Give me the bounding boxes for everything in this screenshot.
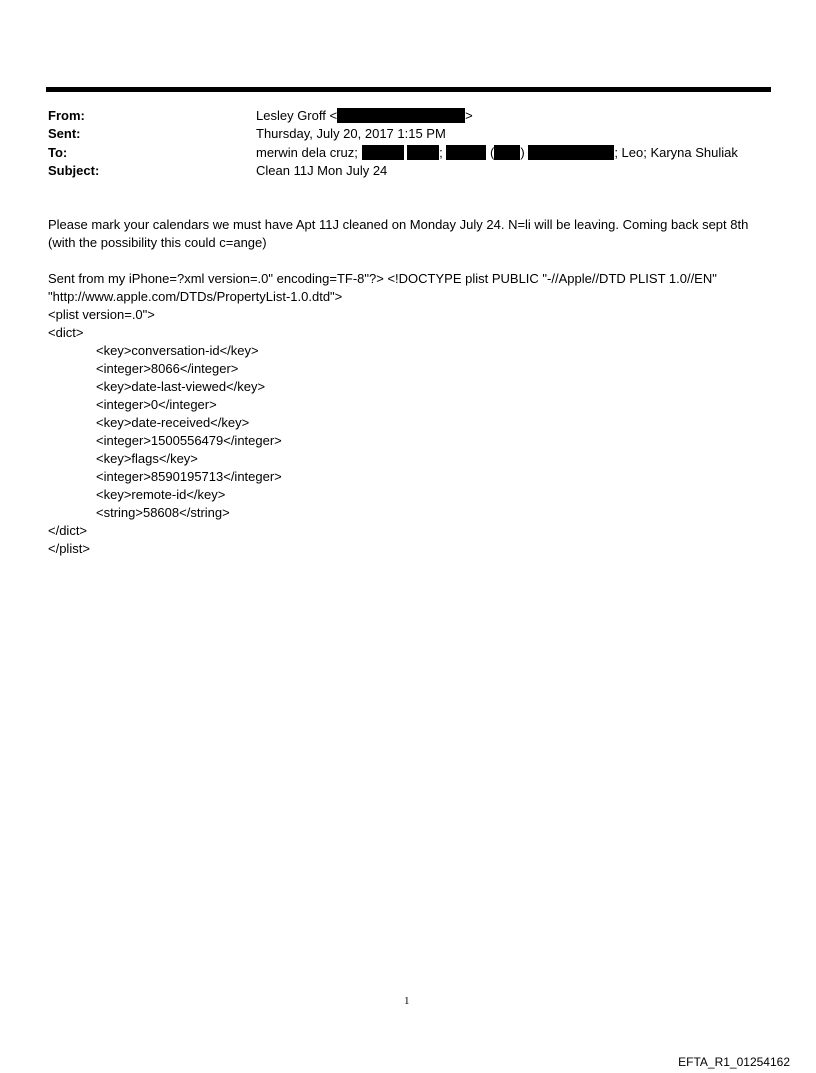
body-paragraph-line: Please mark your calendars we must have Apt 11J cleaned on Monday July 24. N=li will be leaving. Coming back sept 8th (48, 217, 749, 232)
redaction-box (446, 145, 486, 160)
plist-block (48, 270, 778, 558)
document-id: EFTA_R1_01254162 (678, 1055, 790, 1069)
redaction-box (494, 145, 520, 160)
dict-line: <key>date-received</key> (96, 415, 250, 430)
to-paren-open: ( (490, 145, 495, 160)
to-value (256, 145, 738, 160)
subject-value: Clean 11J Mon July 24 (256, 163, 388, 178)
dict-close: </dict> (48, 523, 88, 538)
dict-line: <key>conversation-id</key> (96, 343, 259, 358)
dict-line: <key>flags</key> (96, 451, 198, 466)
from-name: Lesley Groff < (256, 108, 338, 123)
dict-line: <key>remote-id</key> (96, 487, 226, 502)
sent-from-line: "http://www.apple.com/DTDs/PropertyList-1.0.dtd"> (48, 289, 343, 304)
plist-close: </plist> (48, 541, 90, 556)
dict-line: <integer>1500556479</integer> (96, 433, 282, 448)
sent-label: Sent: (48, 126, 81, 141)
redaction-box (528, 145, 614, 160)
from-close: > (465, 108, 473, 123)
to-recipient-end: ; Leo; Karyna Shuliak (614, 145, 738, 160)
redaction-box (362, 145, 404, 160)
body-paragraph-line: (with the possibility this could c=ange) (48, 235, 267, 250)
plist-open: <plist version=.0"> (48, 307, 155, 322)
to-paren-close: ) (520, 145, 525, 160)
subject-label: Subject: (48, 163, 100, 178)
dict-line: <integer>0</integer> (96, 397, 217, 412)
page-number: 1 (404, 995, 410, 1007)
dict-line: <integer>8066</integer> (96, 361, 239, 376)
dict-line: <integer>8590195713</integer> (96, 469, 282, 484)
sent-value: Thursday, July 20, 2017 1:15 PM (256, 126, 446, 141)
dict-line: <key>date-last-viewed</key> (96, 379, 266, 394)
message-body (48, 216, 778, 252)
from-value (256, 108, 473, 123)
sent-from-line: Sent from my iPhone=?xml version=.0" encoding=TF-8"?> <!DOCTYPE plist PUBLIC "-//Apple//DTD PLIST 1.0//EN" (48, 271, 717, 286)
to-label: To: (48, 145, 68, 160)
from-label: From: (48, 108, 85, 123)
to-separator: ; (439, 145, 443, 160)
redaction-box (407, 145, 439, 160)
to-recipient-1: merwin dela cruz; (256, 145, 358, 160)
header-rule (46, 87, 771, 92)
redaction-box (337, 108, 465, 123)
dict-open: <dict> (48, 325, 84, 340)
dict-line: <string>58608</string> (96, 505, 230, 520)
